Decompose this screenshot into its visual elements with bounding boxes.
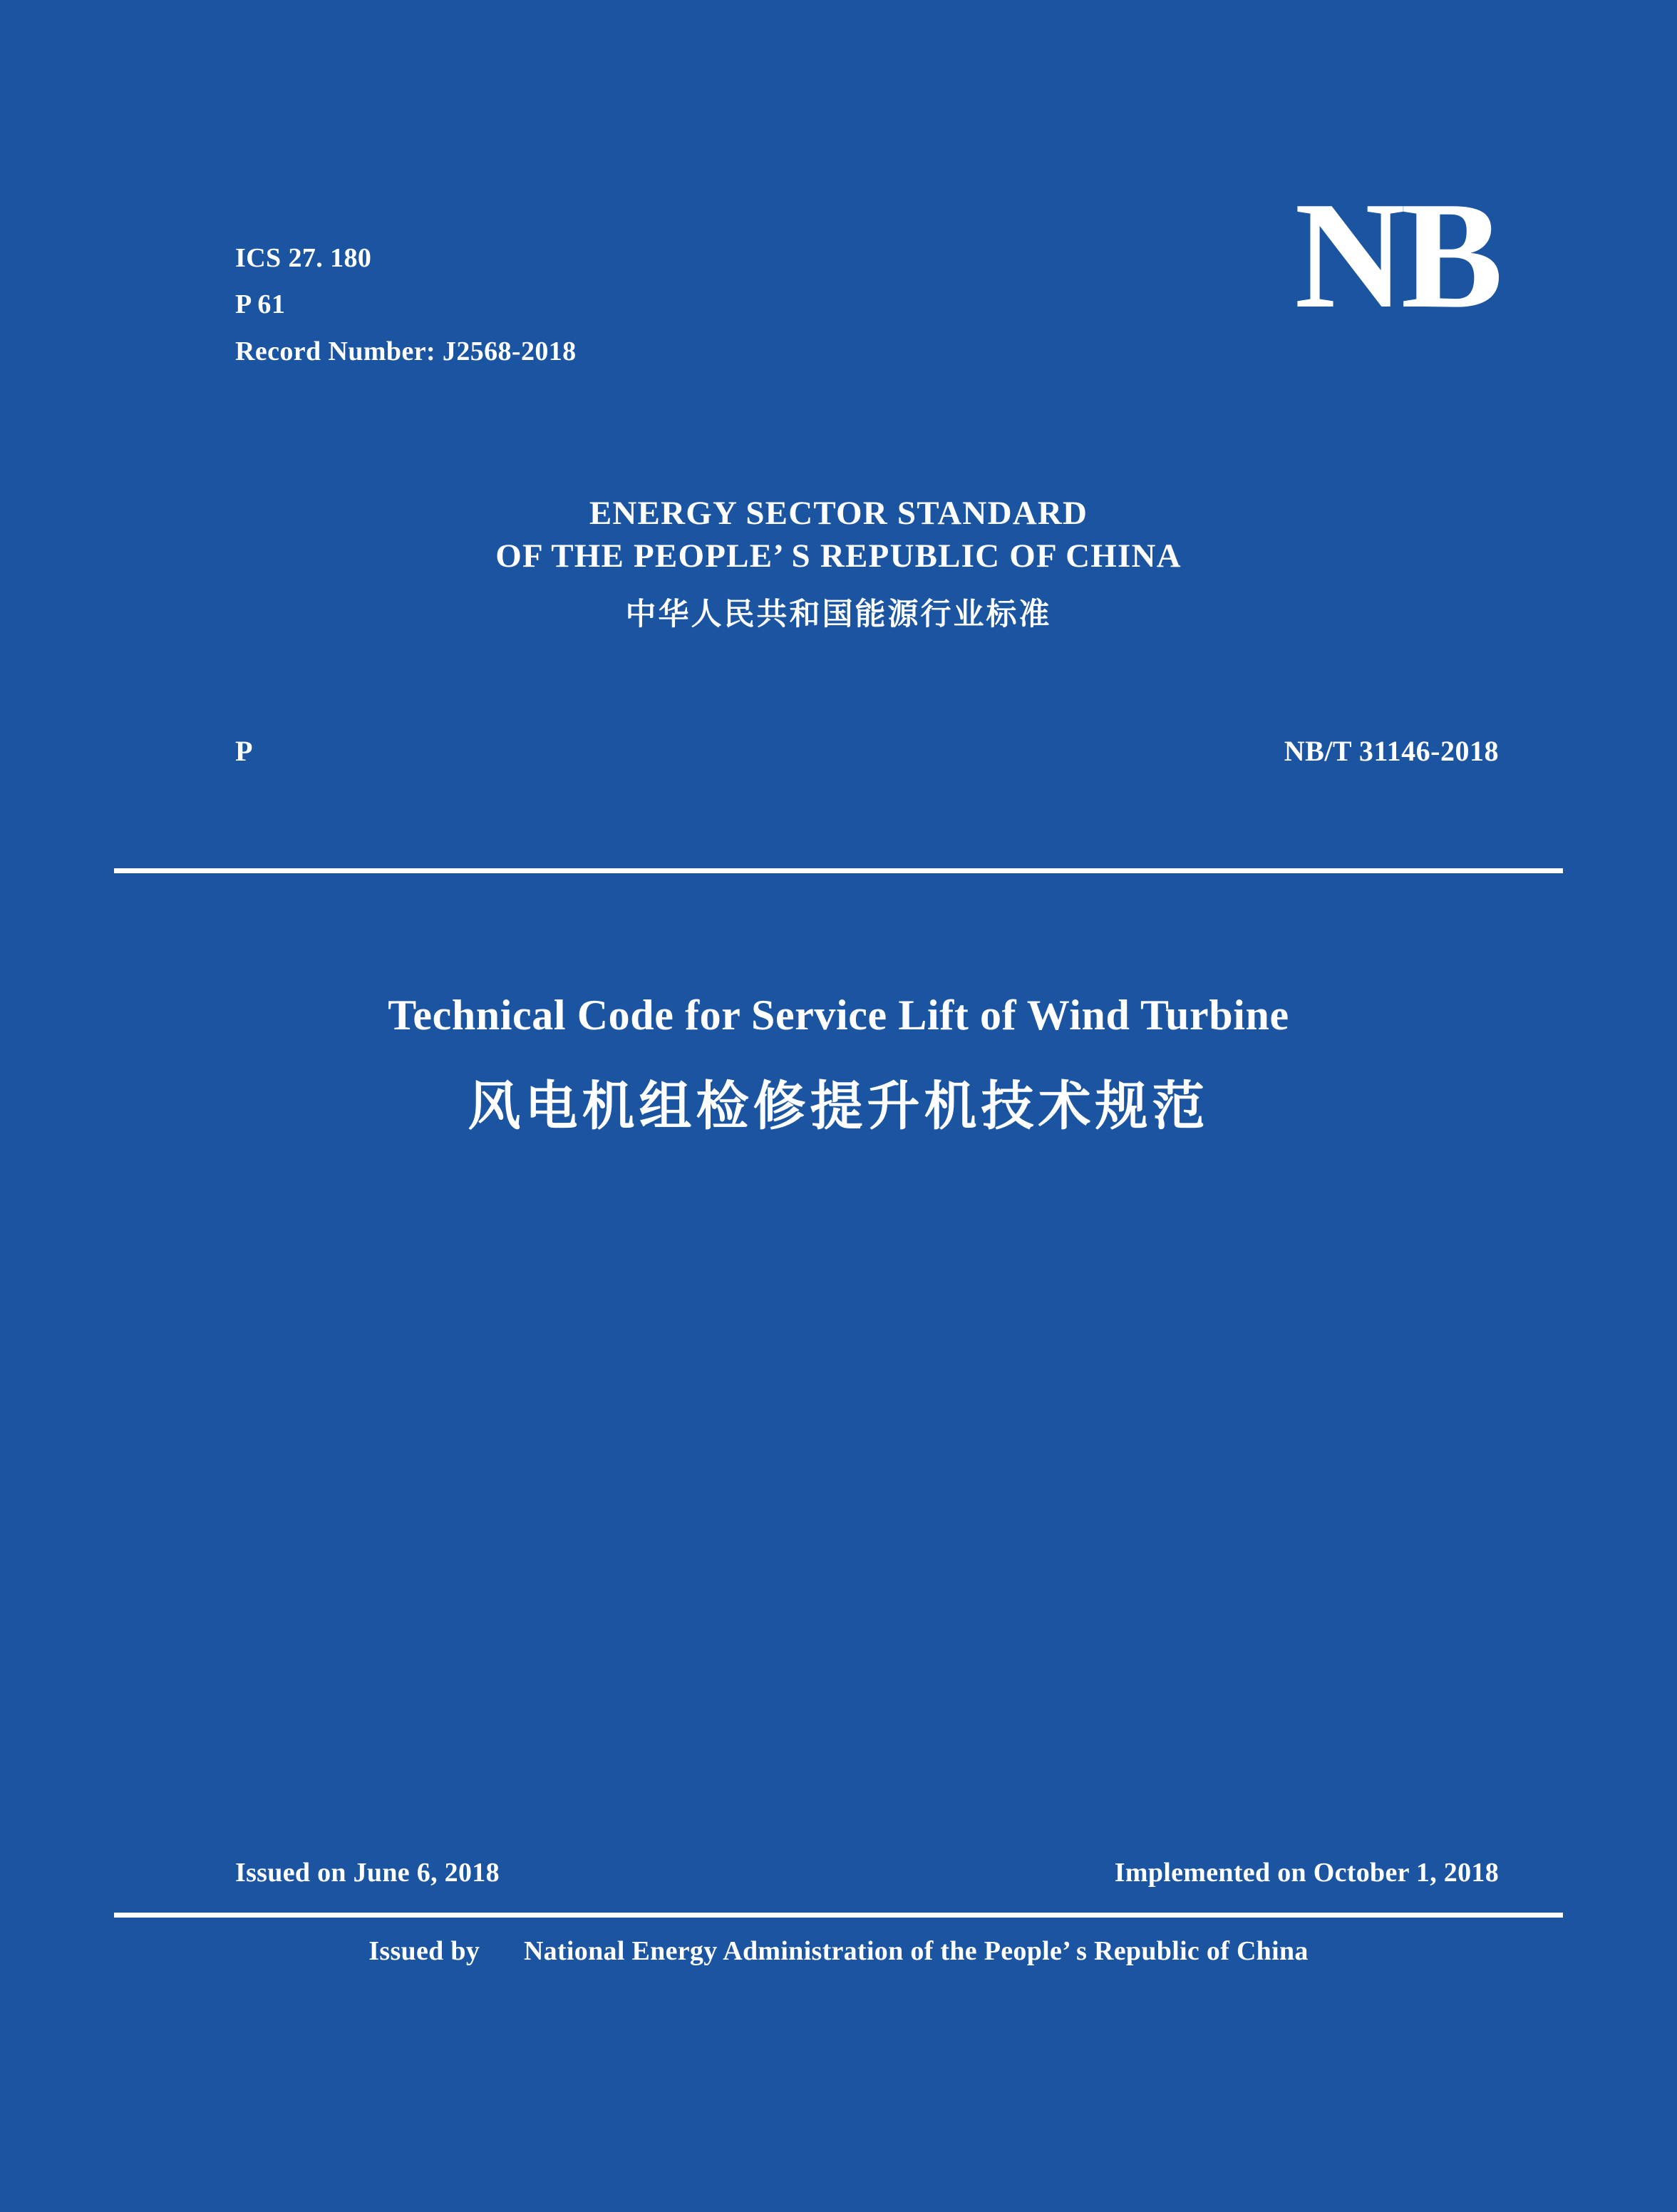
nb-logo: NB — [1294, 170, 1499, 340]
standard-name-block — [0, 492, 1677, 634]
implemented-date: Implemented on October 1, 2018 — [1114, 1858, 1499, 1888]
issued-by-organization: National Energy Administration of the People’ s Republic of China — [523, 1936, 1309, 1966]
title-en: Technical Code for Service Lift of Wind Turbine — [388, 992, 1289, 1039]
divider-top — [114, 868, 1563, 873]
dates-row — [235, 1857, 1499, 1888]
classification-code: P 61 — [235, 289, 286, 320]
title-block — [0, 991, 1677, 1140]
ics-number: ICS 27. 180 — [235, 243, 372, 273]
title-cn: 风电机组检修提升机技术规范 — [468, 1076, 1209, 1137]
divider-bottom — [114, 1913, 1563, 1918]
class-letter: P — [235, 735, 253, 767]
standard-name-cn: 中华人民共和国能源行业标准 — [625, 597, 1052, 633]
issuer-row — [0, 1935, 1677, 1967]
issued-date: Issued on June 6, 2018 — [235, 1858, 500, 1888]
standard-designation: NB/T 31146-2018 — [1284, 735, 1499, 767]
designation-row — [235, 734, 1499, 768]
document-metadata-block — [235, 235, 577, 375]
issued-by-label: Issued by — [368, 1936, 480, 1966]
record-number: Record Number: J2568-2018 — [235, 336, 577, 366]
standard-name-en-line2: OF THE PEOPLE’ S REPUBLIC OF CHINA — [495, 537, 1182, 575]
standard-name-en-line1: ENERGY SECTOR STANDARD — [589, 495, 1088, 532]
